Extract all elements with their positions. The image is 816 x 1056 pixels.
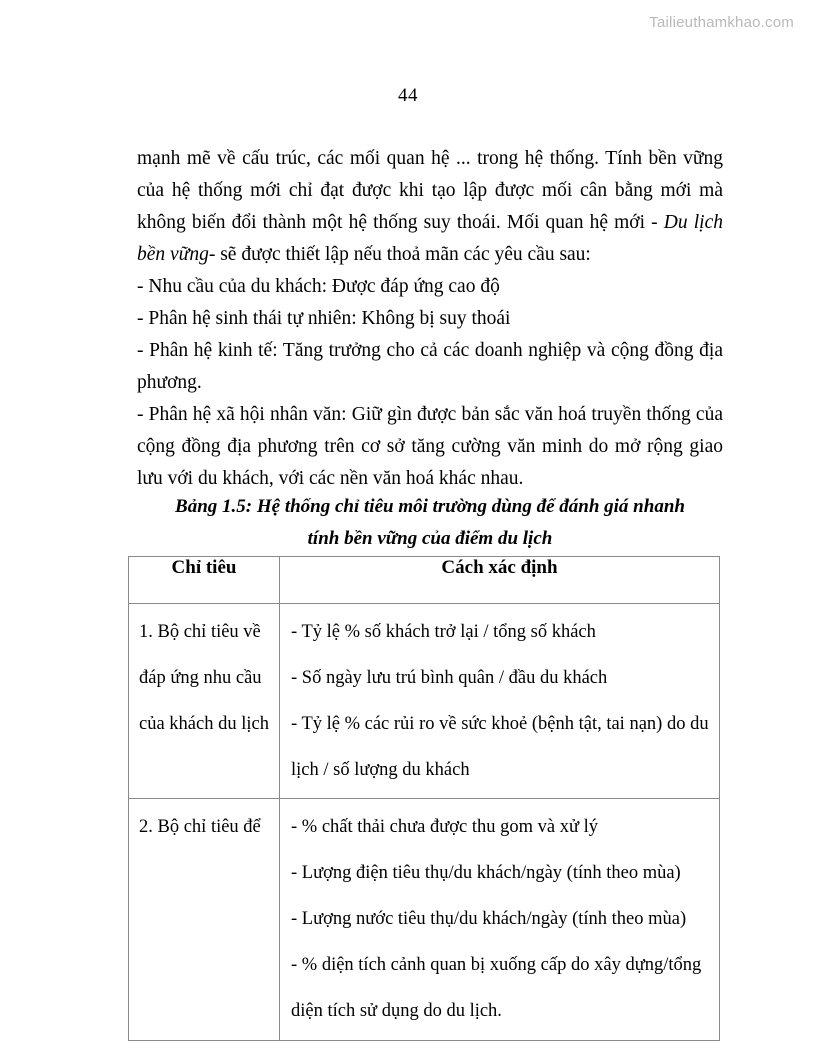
body-content: [137, 143, 723, 495]
table-cell-method-2: [280, 799, 720, 1041]
method-line: - Tỷ lệ % số khách trở lại / tổng số khách: [291, 622, 596, 642]
table-caption: [137, 491, 723, 555]
indicator-line: 1. Bộ chỉ tiêu về: [139, 622, 261, 642]
table-caption-line-1: Bảng 1.5: Hệ thống chỉ tiêu môi trường dùng để đánh giá nhanh: [175, 496, 685, 517]
table-cell-indicator-2: [129, 799, 280, 1041]
watermark-text: Tailieuthamkhao.com: [649, 14, 794, 31]
table-cell-indicator-1: [129, 604, 280, 799]
table-header-method: Cách xác định: [280, 557, 720, 604]
method-line: - Lượng điện tiêu thụ/du khách/ngày (tính theo mùa): [291, 863, 681, 883]
method-line: - Lượng nước tiêu thụ/du khách/ngày (tính theo mùa): [291, 909, 687, 929]
table-header-row: [129, 557, 720, 604]
paragraph-1-part-b: - sẽ được thiết lập nếu thoả mãn các yêu cầu sau:: [208, 244, 591, 265]
method-line: diện tích sử dụng do du lịch.: [291, 1001, 502, 1021]
method-line: - Tỷ lệ % các rủi ro về sức khoẻ (bệnh tật, tai nạn) do du: [291, 714, 709, 734]
bullet-item-3: - Phân hệ kinh tế: Tăng trưởng cho cả các doanh nghiệp và cộng đồng địa phương.: [137, 340, 723, 393]
table-row: [129, 604, 720, 799]
bullet-item-2: - Phân hệ sinh thái tự nhiên: Không bị suy thoái: [137, 308, 511, 329]
paragraph-1: [137, 143, 723, 271]
table-cell-method-1: [280, 604, 720, 799]
method-line: - Số ngày lưu trú bình quân / đầu du khách: [291, 668, 608, 688]
method-line: lịch / số lượng du khách: [291, 760, 470, 780]
paragraph-1-italic-term: Du lịch bền vững: [137, 212, 723, 265]
method-line: - % chất thải chưa được thu gom và xử lý: [291, 817, 599, 837]
table-header-indicator: Chỉ tiêu: [129, 557, 280, 604]
bullet-item-4: - Phân hệ xã hội nhân văn: Giữ gìn được bản sắc văn hoá truyền thống của cộng đồng địa phương trên cơ sở tăng cường văn minh do mở rộng giao lưu với du khách, với các nền văn hoá khác nhau.: [137, 404, 723, 489]
page-number: 44: [398, 85, 418, 106]
table-caption-line-2: tính bền vững của điểm du lịch: [307, 528, 553, 549]
indicator-line: của khách du lịch: [139, 714, 269, 734]
bullet-item-1: - Nhu cầu của du khách: Được đáp ứng cao độ: [137, 276, 500, 297]
table-row: [129, 799, 720, 1041]
indicators-table: [128, 556, 720, 1041]
method-line: - % diện tích cảnh quan bị xuống cấp do xây dựng/tổng: [291, 955, 702, 975]
indicator-line: đáp ứng nhu cầu: [139, 668, 262, 688]
indicator-line: 2. Bộ chỉ tiêu để: [139, 817, 261, 837]
indicators-table-wrapper: [128, 556, 719, 1041]
paragraph-1-part-a: mạnh mẽ về cấu trúc, các mối quan hệ ... trong hệ thống. Tính bền vững của hệ thống mới chỉ đạt được khi tạo lập được mối cân bằng mới mà không biến đổi thành một hệ thống suy thoái. Mối quan hệ mới -: [137, 148, 723, 233]
